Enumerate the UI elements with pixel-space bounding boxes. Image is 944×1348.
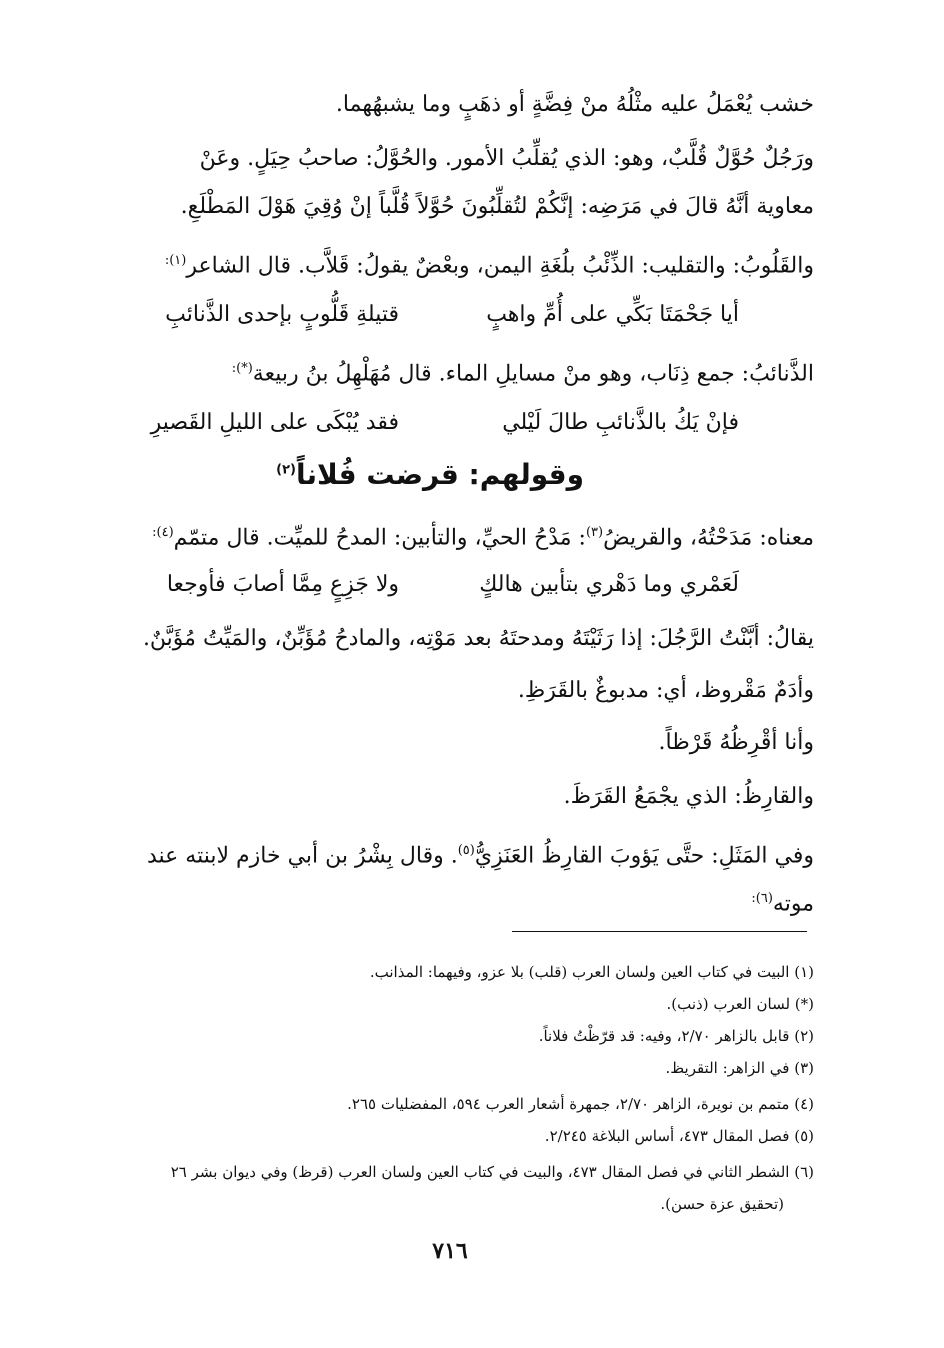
text-line: وأدَمٌ مَقْروظ، أي: مدبوغٌ بالقَرَظِ. xyxy=(517,678,814,703)
body-line-8 xyxy=(114,666,814,716)
text-line: وأنا أقْرِظُهُ قَرْظاً. xyxy=(658,730,814,755)
text-line: يقالُ: أبَّنْتُ الرَّجُلَ: إذا رَثَيْتَهُ ومدحتَهُ بعد مَوْتِه، والمادحُ مُؤَبِّنٌ، والمَيِّتُ مُؤَبَّنٌ. xyxy=(142,626,814,651)
text-line: . وقال بِشْرُ بن أبي خازم لابنته عند xyxy=(147,843,458,869)
text-line: والقارِظُ: الذي يجْمَعُ القَرَظَ. xyxy=(563,784,814,809)
body-line-10 xyxy=(114,772,814,822)
body-line-4 xyxy=(114,236,814,291)
body-line-6 xyxy=(114,508,814,563)
text-line: والقَلُوبُ: والتقليب: الذِّئْبُ بلُغَةِ اليمن، وبعْضٌ يقولُ: قَلاَّب. قال الشاعر xyxy=(186,253,814,279)
footnote-1: (١) البيت في كتاب العين ولسان العرب (قلب) بلا عزو، وفيهما: المذانب. xyxy=(369,963,814,981)
text-line: وفي المَثَلِ: حتَّى يَؤوبَ القارِظُ العَنَزِيُّ xyxy=(474,843,814,869)
text-line: ورَجُلٌ حُوَّلٌ قُلَّبٌ، وهو: الذي يُقلِّبُ الأمور. والحُوَّلُ: صاحبُ حِيَلٍ. وعَنْ xyxy=(199,146,814,171)
verse-2-second-hemistich: فقد يُبْكَى على الليلِ القَصيرِ xyxy=(150,410,399,435)
body-line-7 xyxy=(114,614,814,664)
page-number: ٧١٦ xyxy=(432,1238,468,1264)
verse-3-first-hemistich: لَعَمْري وما دَهْري بتأبين هالكٍ xyxy=(479,572,739,597)
verse-3-second-hemistich: ولا جَزِعٍ مِمَّا أصابَ فأوجعا xyxy=(166,572,399,597)
footnote-ref: (٣) xyxy=(585,525,604,540)
text-line: معناه: مَدَحْتُهُ، والقريضُ xyxy=(603,525,814,551)
footnote-6: (٦) الشطر الثاني في فصل المقال ٤٧٣، والبيت في كتاب العين ولسان العرب (قرظ) وفي ديوان بشر ٢٦ xyxy=(170,1163,814,1181)
body-line-2 xyxy=(114,134,814,184)
footnote-ref: (٥) xyxy=(457,843,475,858)
verse-2-first-hemistich: فإنْ يَكُ بالذَّنائبِ طالَ لَيْلي xyxy=(502,410,739,435)
footnote-ref: (*): xyxy=(231,361,253,376)
body-line-3 xyxy=(114,182,814,232)
body-line-9 xyxy=(114,718,814,768)
body-line-1 xyxy=(114,80,814,130)
section-heading xyxy=(276,458,584,491)
footnote-ref: (٤): xyxy=(152,525,174,540)
text-line: معاوية أنَّهُ قالَ في مَرَضِه: إنَّكُمْ لتُقلِّبُونَ حُوَّلاً قُلَّباً إنْ وُقِيَ هَوْلَ المَطْلَعِ. xyxy=(180,194,814,219)
footnote-ref: (١): xyxy=(164,253,187,268)
text-line: خشب يُعْمَلُ عليه مثْلُهُ منْ فِضَّةٍ أو ذهَبٍ وما يشبهُهما. xyxy=(335,92,814,117)
heading-text: وقولهم: قرضت فُلاناً xyxy=(295,458,584,491)
footnote-ref: (٦): xyxy=(751,891,773,906)
footnote-star: (*) لسان العرب (ذنب). xyxy=(666,995,814,1013)
footnote-3: (٣) في الزاهر: التقريظ. xyxy=(665,1059,814,1077)
footnote-2: (٢) قابل بالزاهر ٢/٧٠، وفيه: قد قرّظْتُ فلاناً. xyxy=(538,1027,814,1045)
footnote-separator xyxy=(512,931,807,932)
footnote-4: (٤) متمم بن نويرة، الزاهر ٢/٧٠، جمهرة أشعار العرب ٥٩٤، المفضليات ٢٦٥. xyxy=(347,1095,814,1113)
verse-1-second-hemistich: قتيلةِ قَلُّوبٍ بإحدى الذَّنائبِ xyxy=(165,302,399,327)
footnote-ref: (٢) xyxy=(276,462,296,478)
verse-1-first-hemistich: أيا جَحْمَتَا بَكِّي على أُمِّ واهبٍ xyxy=(486,302,739,327)
text-line: : مَدْحُ الحيِّ، والتأبين: المدحُ للميِّت. قال متمّم xyxy=(173,525,586,551)
text-line: الذَّنائبُ: جمع ذِنَاب، وهو منْ مسايلِ الماء. قال مُهَلْهِلُ بنُ ربيعة xyxy=(252,361,814,387)
body-line-5 xyxy=(114,344,814,399)
text-line: موته xyxy=(772,891,814,917)
footnote-6-continuation: (تحقيق عزة حسن). xyxy=(660,1195,784,1213)
footnote-5: (٥) فصل المقال ٤٧٣، أساس البلاغة ٢/٢٤٥. xyxy=(544,1127,814,1145)
body-line-12 xyxy=(114,874,814,929)
